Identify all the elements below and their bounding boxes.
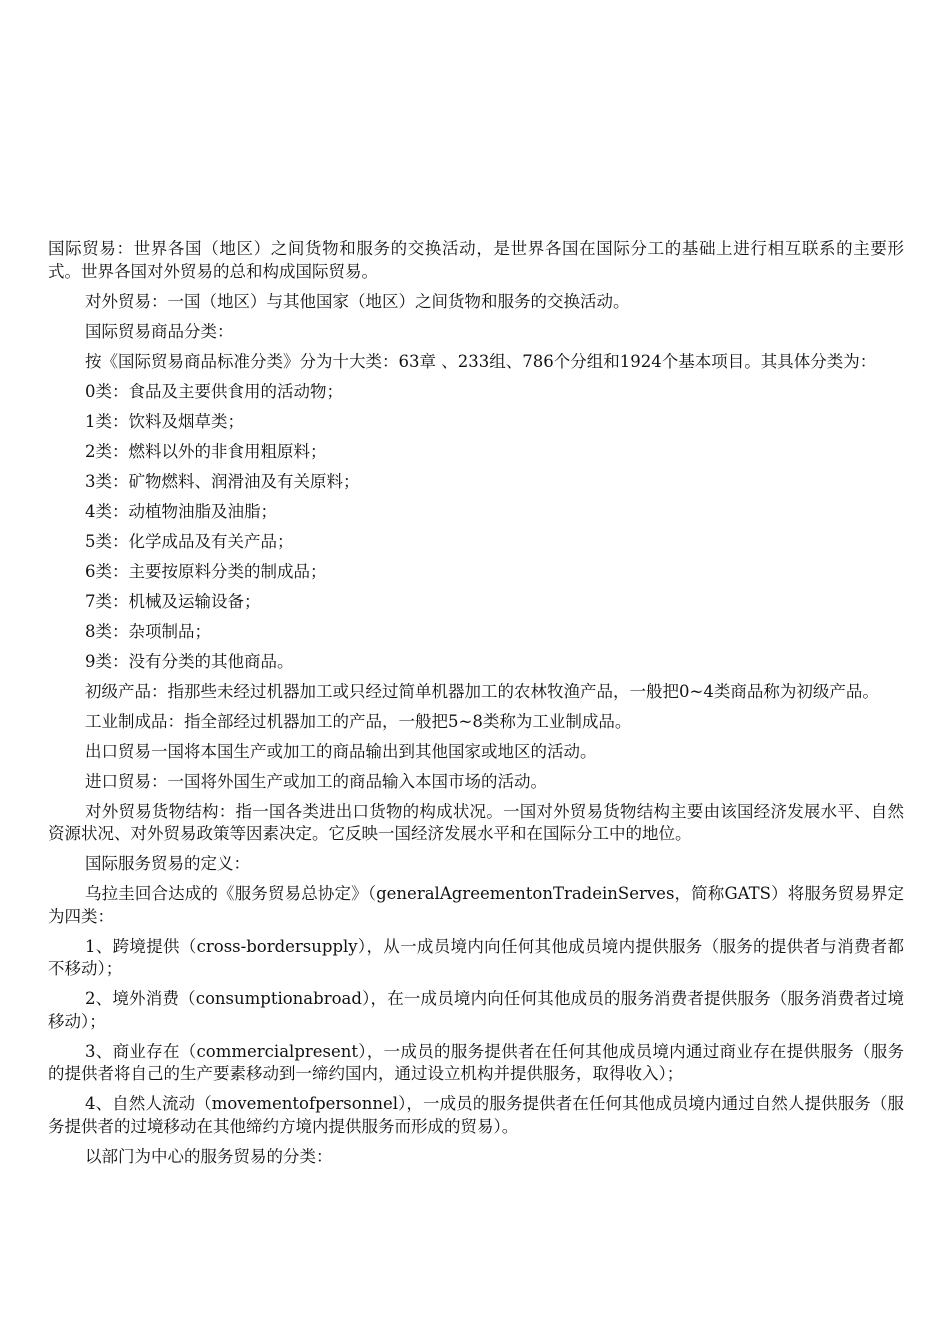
list-item-category-3: 3类：矿物燃料、润滑油及有关原料；	[85, 471, 360, 491]
paragraph-heading-sector-classification: 以部门为中心的服务贸易的分类：	[85, 1146, 333, 1166]
paragraph-gats-overview: 乌拉圭回合达成的《服务贸易总协定》（generalAgreementonTradeinServes，简称GATS）将服务贸易界定为四类：	[48, 884, 904, 926]
list-item-category-1: 1类：饮料及烟草类；	[85, 411, 244, 431]
paragraph-definition-foreign-trade: 对外贸易：一国（地区）与其他国家（地区）之间货物和服务的交换活动。	[85, 291, 630, 311]
list-item-cross-border-supply: 1、跨境提供（cross-bordersupply），从一成员境内向任何其他成员境内提供服务（服务的提供者与消费者都不移动）；	[48, 936, 904, 978]
list-item-category-5: 5类：化学成品及有关产品；	[85, 531, 294, 551]
list-item-category-8: 8类：杂项制品；	[85, 621, 211, 641]
list-item-consumption-abroad: 2、境外消费（consumptionabroad），在一成员境内向任何其他成员的服务消费者提供服务（服务消费者过境移动）；	[48, 989, 904, 1031]
paragraph-sitc-overview: 按《国际贸易商品标准分类》分为十大类：63章 、233组、786个分组和1924个基本项目。其具体分类为：	[85, 351, 877, 371]
document-body	[48, 238, 904, 1176]
list-item-category-2: 2类：燃料以外的非食用粗原料；	[85, 441, 327, 461]
paragraph-heading-commodity-classification: 国际贸易商品分类：	[85, 321, 234, 341]
list-item-movement-of-persons: 4、自然人流动（movementofpersonnel），一成员的服务提供者在任何其他成员境内通过自然人提供服务（服务提供者的过境移动在其他缔约方境内提供服务而形成的贸易）。	[48, 1094, 904, 1136]
paragraph-heading-service-trade-definition: 国际服务贸易的定义：	[85, 854, 250, 873]
paragraph-definition-international-trade: 国际贸易：世界各国（地区）之间货物和服务的交换活动，是世界各国在国际分工的基础上进行相互联系的主要形式。世界各国对外贸易的总和构成国际贸易。	[48, 239, 904, 281]
paragraph-trade-goods-structure: 对外贸易货物结构：指一国各类进出口货物的构成状况。一国对外贸易货物结构主要由该国经济发展水平、自然资源状况、对外贸易政策等因素决定。它反映一国经济发展水平和在国际分工中的地位。	[48, 801, 904, 843]
paragraph-manufactured-products: 工业制成品：指全部经过机器加工的产品，一般把5~8类称为工业制成品。	[85, 711, 632, 731]
paragraph-primary-products: 初级产品：指那些未经过机器加工或只经过简单机器加工的农林牧渔产品，一般把0~4类商品称为初级产品。	[85, 681, 879, 701]
list-item-category-0: 0类：食品及主要供食用的活动物；	[85, 381, 343, 401]
list-item-category-7: 7类：机械及运输设备；	[85, 591, 261, 611]
list-item-category-4: 4类：动植物油脂及油脂；	[85, 501, 277, 521]
list-item-category-6: 6类：主要按原料分类的制成品；	[85, 561, 327, 581]
paragraph-import-trade: 进口贸易：一国将外国生产或加工的商品输入本国市场的活动。	[85, 771, 547, 791]
list-item-commercial-presence: 3、商业存在（commercialpresent），一成员的服务提供者在任何其他成员境内通过商业存在提供服务（服务的提供者将自己的生产要素移动到一缔约国内，通过设立机构并提供服务，取得收入）；	[48, 1041, 904, 1083]
list-item-category-9: 9类：没有分类的其他商品。	[85, 651, 294, 671]
paragraph-export-trade: 出口贸易一国将本国生产或加工的商品输出到其他国家或地区的活动。	[85, 741, 597, 761]
